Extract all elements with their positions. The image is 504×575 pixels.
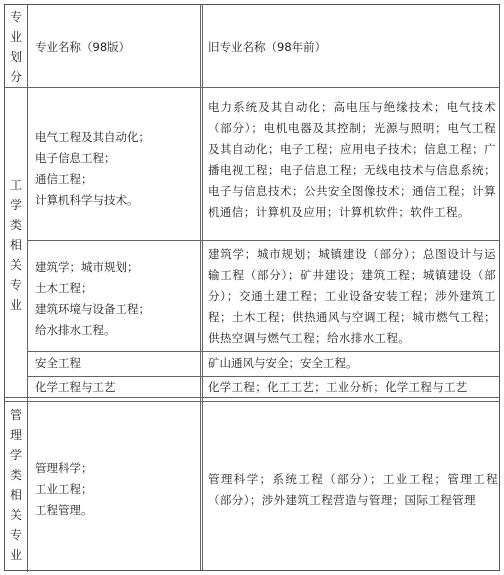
header-old-major: 旧专业名称（98年前） [208, 40, 327, 54]
major-classification-table [4, 4, 500, 571]
new-major-list [35, 353, 195, 374]
major-name: 通信工程； [35, 172, 93, 186]
new-major-list [35, 127, 195, 211]
major-name: 管理科学； [35, 461, 93, 475]
major-name: 工业工程； [35, 482, 93, 496]
major-name: 电子信息工程； [35, 151, 116, 165]
row-divider [27, 240, 499, 241]
new-major-list [35, 377, 195, 398]
column-divider [202, 5, 203, 570]
major-name: 安全工程 [35, 356, 81, 370]
old-major-text: 化学工程；化工工艺；工业分析；化学工程与工艺 [208, 380, 468, 394]
header-new-major: 专业名称（98版） [35, 40, 131, 54]
old-major-text: 建筑学；城市规划；城镇建设（部分）；总图设计与运输工程（部分）；矿井建设；建筑工程；城镇建设（部分）；交通土建工程；工业设备安装工程；涉外建筑工程；土木工程；供热通风与空调工程；城市燃气工程；供热空调与燃气工程；给水排水工程。 [208, 247, 496, 345]
major-name: 建筑环境与设备工程； [35, 302, 150, 316]
major-name: 土木工程； [35, 281, 93, 295]
header-category: 专业划分 [9, 10, 22, 84]
category-management: 管理学类相关专业 [9, 408, 22, 562]
major-name: 建筑学；城市规划； [35, 260, 139, 274]
row-divider [5, 401, 499, 402]
row-divider [27, 351, 499, 352]
new-major-list [35, 458, 195, 521]
old-major-text: 矿山通风与安全；安全工程。 [208, 356, 358, 370]
new-major-list [35, 257, 195, 341]
major-name: 计算机科学与技术。 [35, 193, 139, 207]
major-name: 给水排水工程。 [35, 323, 116, 337]
major-name: 化学工程与工艺 [35, 380, 116, 394]
old-major-text: 电力系统及其自动化；高电压与绝缘技术；电气技术（部分）；电机电器及其控制；光源与照明；电气工程及其自动化；电子工程；应用电子技术；信息工程；广播电视工程；电子信息工程；无线电技术与信息系统；电子与信息技术；公共安全图像技术；通信工程；计算机通信；计算机及应用；计算机软件；软件工程。 [208, 100, 496, 219]
old-major-text: 管理科学；系统工程（部分）；工业工程；管理工程（部分）；涉外建筑工程营造与管理；国际工程管理 [208, 472, 498, 507]
column-divider [27, 87, 28, 101]
major-name: 工程管理。 [35, 503, 93, 517]
column-divider [200, 5, 201, 570]
category-engineering: 工学类相关专业 [9, 178, 22, 312]
column-divider [27, 101, 28, 572]
row-divider [5, 87, 499, 88]
major-name: 电气工程及其自动化； [35, 130, 150, 144]
column-divider [27, 5, 28, 87]
